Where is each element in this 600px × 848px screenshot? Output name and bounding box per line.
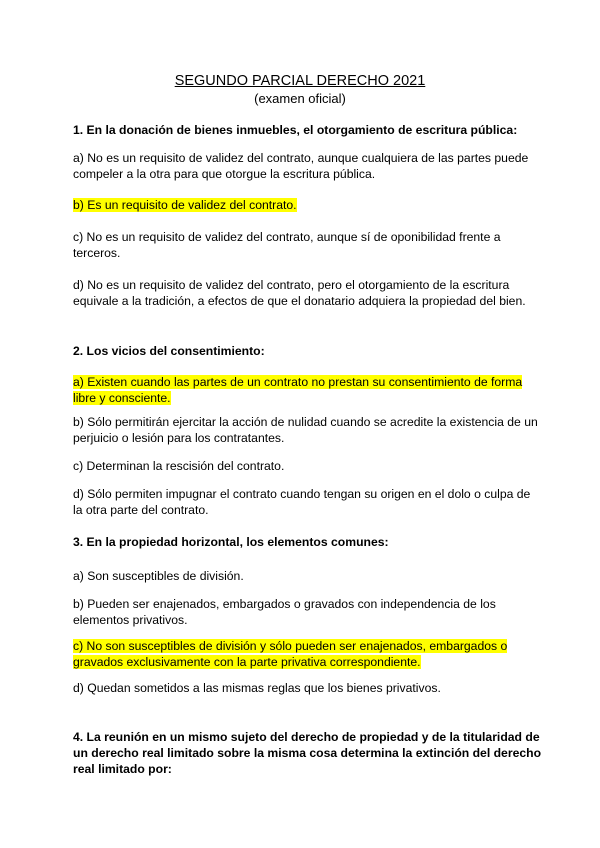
question-3-option-a [73,568,543,584]
option-text-highlighted: b) Es un requisito de validez del contrato. [73,198,297,212]
question-4: 4. La reunión en un mismo sujeto del derecho de propiedad y de la titularidad de un derecho real limitado sobre la misma cosa determina la extinción del derecho real limitado por: [73,730,542,776]
question-2-option-a [73,374,543,406]
question-3-option-d [73,680,543,696]
question-1-option-c [73,229,543,261]
question-1-option-b [73,197,543,213]
option-text: d) No es un requisito de validez del contrato, pero el otorgamiento de la escritura equivale a la tradición, a efectos de que el donatario adquiera la propiedad del bien. [73,278,526,308]
option-text: b) Sólo permitirán ejercitar la acción de nulidad cuando se acredite la existencia de un perjuicio o lesión para los contratantes. [73,415,538,445]
option-text: a) Son susceptibles de división. [73,569,244,583]
question-2-option-c [73,458,543,474]
question-2-option-d [73,486,543,518]
question-2: 2. Los vicios del consentimiento: [73,344,265,358]
option-text-highlighted: a) Existen cuando las partes de un contrato no prestan su consentimiento de forma libre y consciente. [73,375,523,405]
question-1-option-d [73,277,543,309]
question-1: 1. En la donación de bienes inmuebles, el otorgamiento de escritura pública: [73,123,518,137]
option-text: b) Pueden ser enajenados, embargados o gravados con independencia de los elementos privativos. [73,597,496,627]
question-2-option-b [73,414,543,446]
question-1-option-a [73,150,543,182]
question-3-option-b [73,596,543,628]
document-subtitle: (examen oficial) [254,91,346,106]
option-text: d) Sólo permiten impugnar el contrato cuando tengan su origen en el dolo o culpa de la otra parte del contrato. [73,487,531,517]
option-text-highlighted: c) No son susceptibles de división y sólo pueden ser enajenados, embargados o gravados exclusivamente con la parte privativa correspondiente. [73,639,508,669]
option-text: c) Determinan la rescisión del contrato. [73,459,285,473]
question-3: 3. En la propiedad horizontal, los elementos comunes: [73,535,389,549]
document-title: SEGUNDO PARCIAL DERECHO 2021 [174,73,426,89]
question-3-option-c [73,638,543,670]
option-text: d) Quedan sometidos a las mismas reglas que los bienes privativos. [73,681,441,695]
option-text: a) No es un requisito de validez del contrato, aunque cualquiera de las partes puede compeler a la otra para que otorgue la escritura pública. [73,151,529,181]
option-text: c) No es un requisito de validez del contrato, aunque sí de oponibilidad frente a terceros. [73,230,501,260]
